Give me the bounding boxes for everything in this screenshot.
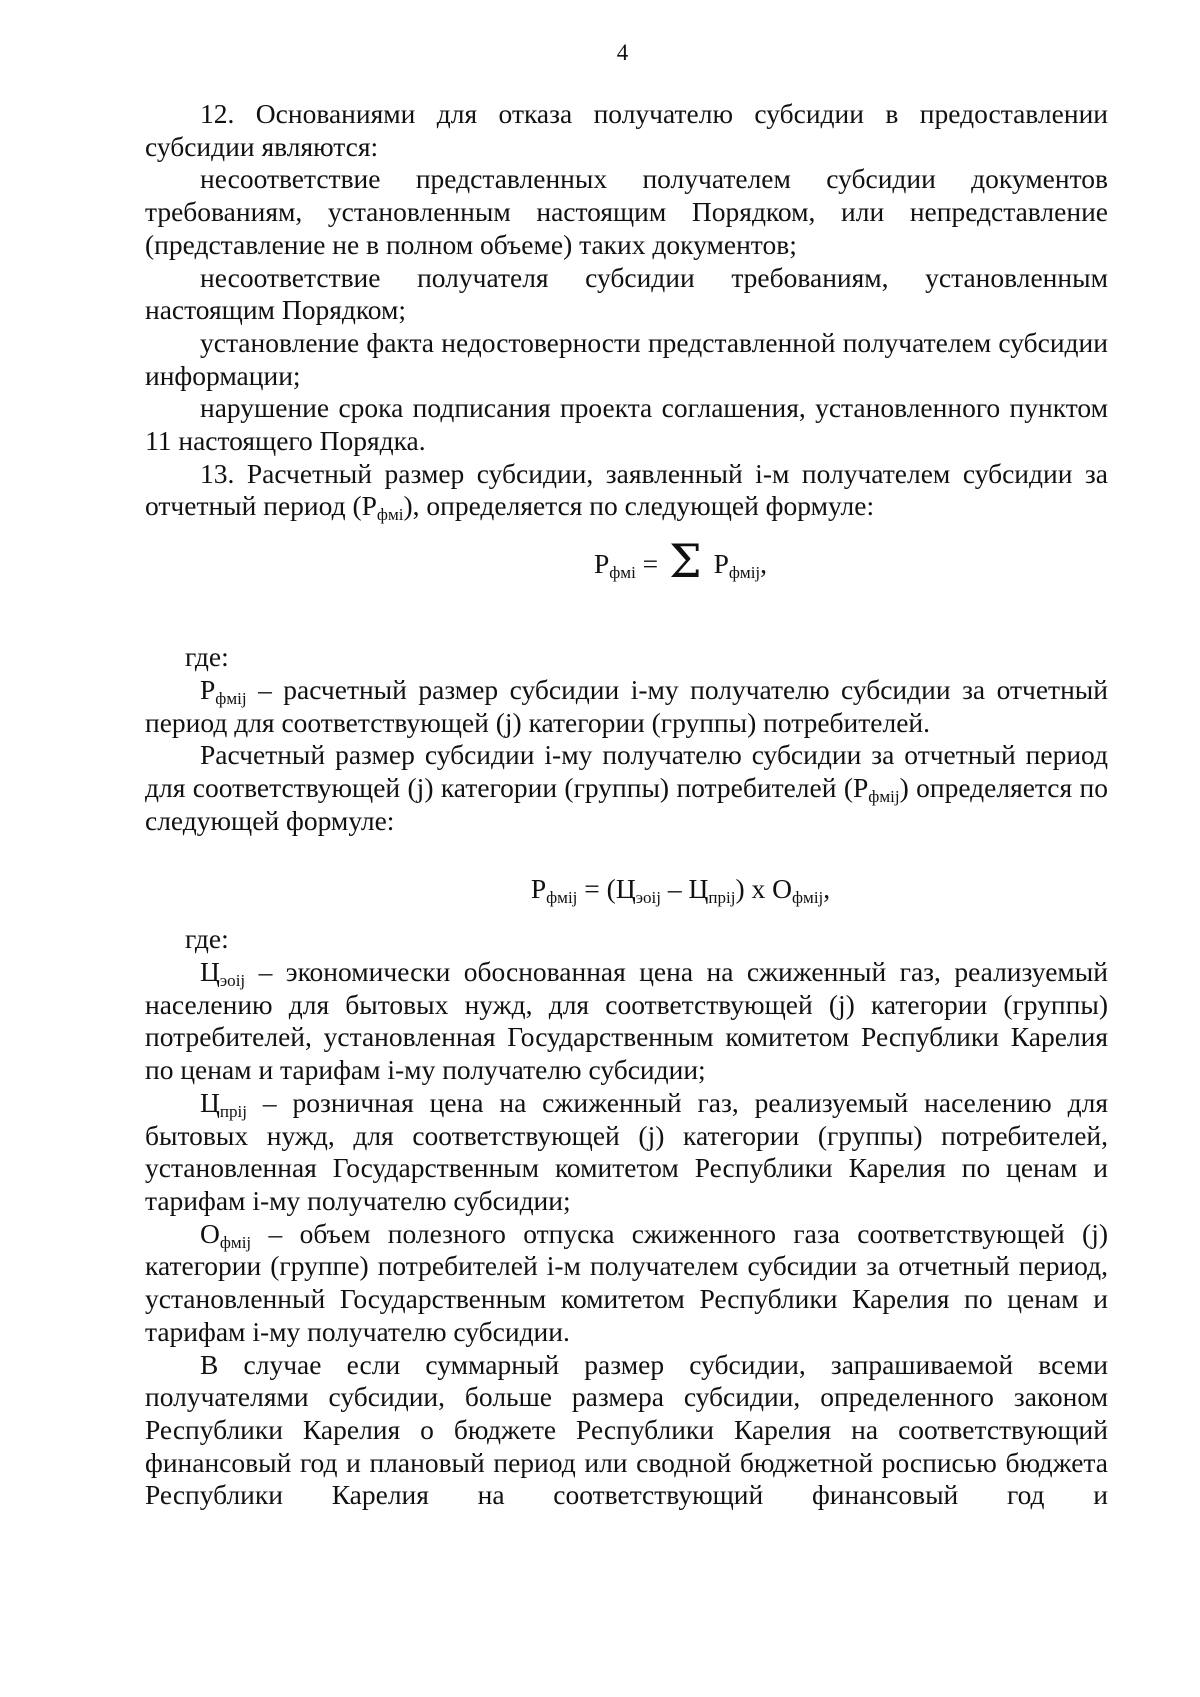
formula-sum [145, 523, 1108, 641]
where-label-2: где: [185, 923, 229, 955]
definition-ceoij-text: – экономически обоснованная цена на сжиженный газ, реализуемый населению для бытовых нужд, для соответствующей (j) категории (группы) потребителей, установленная Государственным комитетом Республики Карелия по ценам и тарифам i-му получателю субсидии; [145, 956, 1108, 1086]
formula-sum-lhs-sub: фмi [609, 563, 636, 583]
paragraph-13-text-b: ), определяется по следующей формуле: [403, 490, 875, 522]
formula-sum-tail: , [760, 548, 768, 580]
formula-price-o-sub: фмij [792, 888, 824, 908]
formula-price-tail: , [823, 873, 831, 905]
formula-price-c2-sub: прij [708, 888, 736, 908]
definition-ofmij-sub: фмij [219, 1232, 252, 1252]
definition-ceoij-sub: эоij [219, 971, 246, 991]
sigma-symbol: Σ [669, 534, 702, 589]
paragraph-calculation-sub: фмij [868, 787, 900, 807]
paragraph-12-item-1: несоответствие представленных получателем субсидии документов требованиям, установленным настоящим Порядком, или непредставление (представление не в полном объеме) таких документов; [145, 163, 1108, 260]
definition-cprij-text: – розничная цена на сжиженный газ, реализуемый населению для бытовых нужд, для соответствующей (j) категории (группы) потребителей, установленная Государственным комитетом Республики Карелия по ценам и тарифам i-му получателю субсидии; [145, 1086, 1108, 1216]
definition-ofmij [145, 1218, 1108, 1349]
definition-ofmij-symbol: О [200, 1217, 220, 1249]
formula-price-eq: = (Ц [577, 873, 636, 905]
paragraph-12-item-3: установление факта недостоверности представленной получателем субсидии информации; [145, 326, 1108, 391]
paragraph-12-item-4: нарушение срока подписания проекта соглашения, установленного пунктом 11 настоящего Порядка. [145, 392, 1108, 457]
paragraph-calculation-text-a: Расчетный размер субсидии i-му получателю субсидии за отчетный период для соответствующей (j) категории (группы) потребителей (Р [145, 739, 1108, 803]
paragraph-12-item-2: несоответствие получателя субсидии требованиям, установленным настоящим Порядком; [145, 261, 1108, 326]
formula-price-x: ) х О [735, 873, 792, 905]
formula-sum-rhs-sub: фмij [728, 563, 761, 583]
formula-price-p: Р [530, 873, 547, 905]
formula-sum-lhs: Р [593, 548, 610, 580]
definition-pfmij-text: – расчетный размер субсидии i-му получателю субсидии за отчетный период для соответствующей (j) категории (группы) потребителей. [145, 673, 1108, 738]
paragraph-13-text-a: 13. Расчетный размер субсидии, заявленный i-м получателем субсидии за отчетный период (Р [145, 457, 1108, 522]
paragraph-13-subscript: фмi [376, 505, 404, 525]
paragraph-budget: В случае если суммарный размер субсидии, запрашиваемой всеми получателями субсидии, больше размера субсидии, определенного законом Республики Карелия о бюджете Республики Карелия на соответствующий финансовый год и плановый период или сводной бюджетной росписью бюджета Республики Карелия на соответствующий финансовый год и [145, 1348, 1108, 1511]
formula-sum-eq: = [635, 548, 666, 580]
paragraph-12-title: 12. Основаниями для отказа получателю субсидии в предоставлении субсидии являются: [145, 98, 1108, 162]
paragraph-13 [145, 458, 1108, 523]
definition-cprij [145, 1087, 1108, 1218]
definition-pfmij-symbol: Р [200, 673, 216, 705]
definition-ofmij-text: – объем полезного отпуска сжиженного газа соответствующей (j) категории (группе) потребителей i-м получателем субсидии за отчетный период, установленный Государственным комитетом Республики Карелия по ценам и тарифам i-му получателю субсидии. [145, 1217, 1108, 1347]
page-number: 4 [616, 40, 629, 65]
formula-price-c1-sub: эоij [635, 888, 661, 908]
document-body [145, 98, 1108, 1512]
paragraph-calculation-text-b: ) определяется по следующей формуле: [145, 771, 1108, 836]
formula-sum-rhs: Р [713, 548, 729, 580]
paragraph-calculation [145, 739, 1108, 837]
formula-price-minus: – Ц [661, 873, 709, 905]
definition-ceoij [145, 956, 1108, 1087]
definition-ceoij-symbol: Ц [200, 956, 220, 988]
definition-cprij-sub: прij [219, 1101, 247, 1121]
definition-cprij-symbol: Ц [200, 1086, 220, 1118]
formula-price-p-sub: фмij [546, 888, 578, 908]
definition-pfmij [145, 674, 1108, 739]
where-label-1: где: [185, 641, 229, 673]
formula-price [145, 837, 1108, 923]
definition-pfmij-sub: фмij [215, 688, 247, 708]
